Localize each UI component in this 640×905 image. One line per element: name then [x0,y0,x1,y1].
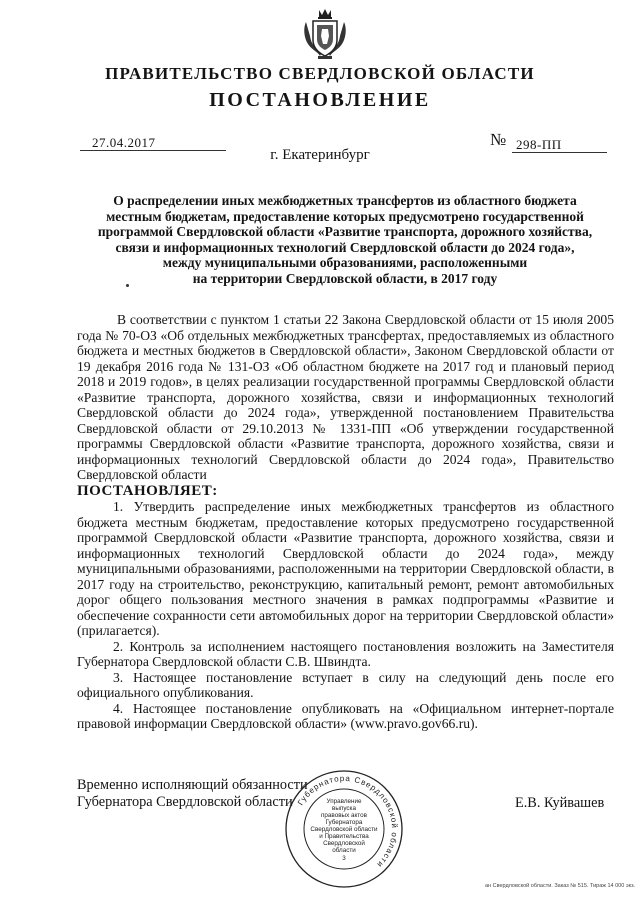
decree-item-1: 1. Утвердить распределение иных межбюджетных трансфертов из областного бюджета местным бюджетам, предоставление которых предусмотрено государственной программой Свердловской области «Развитие транспорта, дорожного хозяйства, связи и информационных технологий Свердловской области до 2024 года», между муниципальными образованиями, расположенными на территории Свердловской области, в 2017 году на строительство, реконструкцию, капитальный ремонт, ремонт автомобильных дорог общего пользования местного значения в рамках подпрограммы «Развитие и обеспечение сохранности сети автомобильных дорог на территории Свердловской области» (прилагается). [77,499,614,638]
government-name: ПРАВИТЕЛЬСТВО СВЕРДЛОВСКОЙ ОБЛАСТИ [105,64,535,83]
number-sign: № [490,130,507,149]
preamble-paragraph: В соответствии с пунктом 1 статьи 22 Закона Свердловской области от 15 июля 2005 года № 70-ОЗ «Об отдельных межбюджетных трансфертах, предоставляемых из областного бюджета и местных бюджетов в Свердловской области», Законом Свердловской области от 19 декабря 2016 года № 131-ОЗ «Об областном бюджете на 2017 год и плановый период 2018 и 2019 годов», в целях реализации государственной программы Свердловской области «Развитие транспорта, дорожного хозяйства, связи и информационных технологий Свердловской области до 2024 года», утвержденной постановлением Правительства Свердловской области от 29.10.2013 № 1331-ПП «Об утверждении государственной программы Свердловской области «Развитие транспорта, дорожного хозяйства, связи и информационных технологий Свердловской области до 2024 года», Правительство Свердловской области [77,312,614,482]
decree-item-3: 3. Настоящее постановление вступает в силу на следующий день после его официального опубликования. [77,669,614,700]
title-line: программой Свердловской области «Развитие транспорта, дорожного хозяйства, [97,224,593,240]
stamp-line: правовых актов [321,812,367,819]
scan-speck [126,284,129,287]
city: г. Екатеринбург [270,147,370,163]
stamp-outer-text: Губернатора Свердловской области [295,773,400,870]
print-info: ан Свердловской области. Заказ № 515. Тираж 14 000 экз. [485,883,636,889]
title-line: между муниципальными образованиями, расположенными [162,255,528,271]
stamp-line: области [332,847,356,854]
official-stamp [283,768,405,890]
stamp-line: выпуска [332,805,356,812]
signatory-position [77,777,308,811]
decree-date: 27.04.2017 [80,135,226,151]
stamp-line: Свердловской области [310,826,378,833]
decree-item-2: 2. Контроль за исполнением настоящего постановления возложить на Заместителя Губернатора Свердловской области С.В. Швиндта. [77,638,614,669]
coat-of-arms-emblem [300,6,350,62]
decree-number: 298-ПП [512,137,607,153]
decree-title [75,193,615,287]
stamp-line: и Правительства [319,833,369,840]
title-line: связи и информационных технологий Свердловской области до 2024 года», [115,239,575,255]
signatory-position-line1: Временно исполняющий обязанности [77,777,308,793]
title-line: местным бюджетам, предоставление которых предусмотрено государственной [106,208,584,224]
stamp-line: Управление [326,798,362,805]
decree-item-4: 4. Настоящее постановление опубликовать на «Официальном интернет-портале правовой информации Свердловской области» (www.pravo.gov66.ru). [77,700,614,731]
stamp-line: 3 [342,855,346,862]
title-line: О распределении иных межбюджетных трансфертов из областного бюджета [113,193,577,208]
signatory-position-line2: Губернатора Свердловской области [77,794,293,810]
stamp-line: Свердловской [323,840,365,847]
title-line: на территории Свердловской области, в 2017 году [192,270,498,286]
resolves-heading: ПОСТАНОВЛЯЕТ: [77,482,218,499]
decree-body [77,312,614,732]
signatory-name: Е.В. Куйвашев [515,795,605,811]
document-type: ПОСТАНОВЛЕНИЕ [209,89,431,111]
stamp-line: Губернатора [325,819,363,826]
